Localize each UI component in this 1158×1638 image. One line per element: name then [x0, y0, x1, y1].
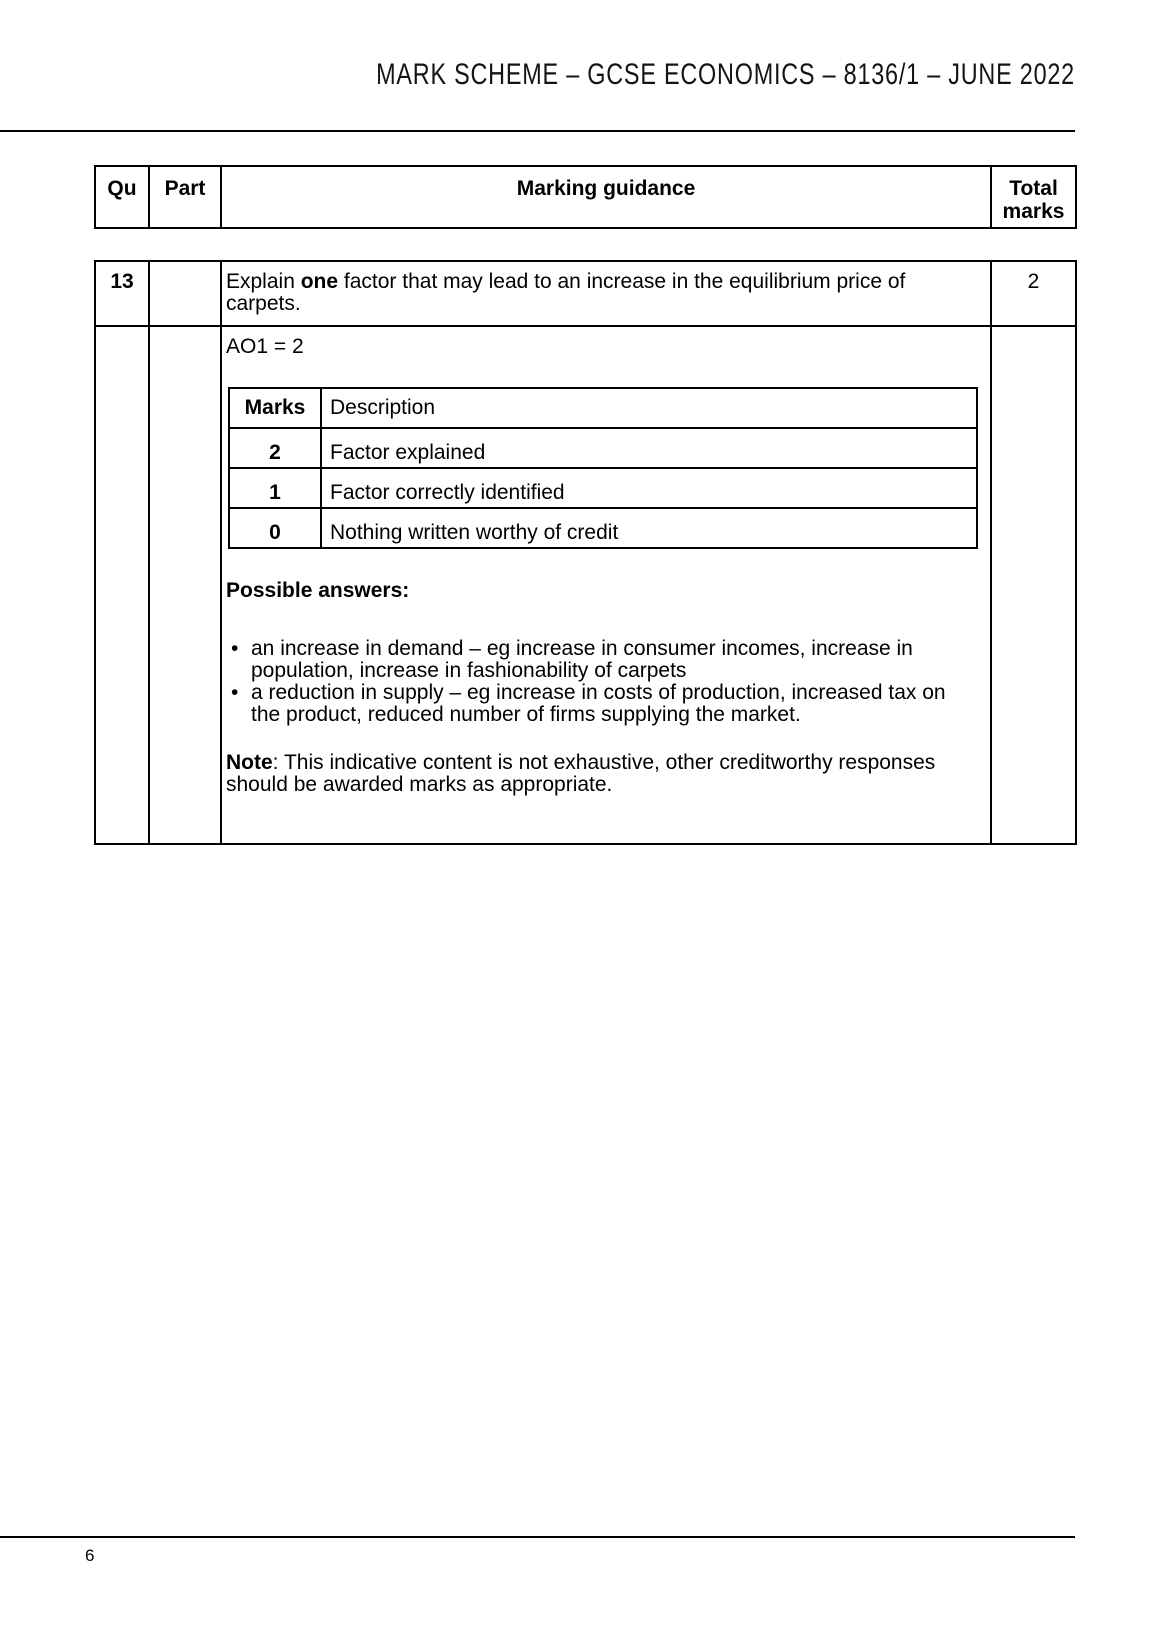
question-13-table: [94, 260, 1077, 845]
marks-value: 0: [229, 508, 321, 548]
guidance-body-qu-cell: [95, 326, 149, 844]
list-item: [226, 682, 980, 726]
part-column-header: Part: [149, 166, 221, 228]
total-marks-column-header: Total marks: [991, 166, 1076, 228]
possible-answers-list: [226, 638, 980, 726]
header-divider-line: [0, 130, 1075, 132]
marks-description: Nothing written worthy of credit: [321, 508, 977, 548]
bullet-icon: •: [231, 637, 239, 660]
marks-description: Factor explained: [321, 428, 977, 468]
guidance-body-part-cell: [149, 326, 221, 844]
question-text-suffix: factor that may lead to an increase in the equilibrium price of carpets.: [226, 270, 906, 315]
marks-table-row-2: [229, 428, 977, 468]
possible-answers-heading: Possible answers:: [226, 579, 410, 602]
marking-guidance-column-header: Marking guidance: [221, 166, 991, 228]
footer-divider-line: [0, 1536, 1075, 1538]
bullet-text: a reduction in supply – eg increase in costs of production, increased tax on the product, reduced number of firms supplying the market.: [251, 681, 946, 726]
question-text-prefix: Explain: [226, 270, 301, 293]
guidance-header-table: [94, 165, 1077, 229]
question-part: [149, 261, 221, 326]
bullet-text: an increase in demand – eg increase in consumer incomes, increase in population, increase in fashionability of carpets: [251, 637, 913, 682]
page-number: 6: [85, 1546, 95, 1565]
marks-value: 2: [229, 428, 321, 468]
description-header: Description: [321, 388, 977, 428]
question-number: 13: [95, 261, 149, 326]
marks-description: Factor correctly identified: [321, 468, 977, 508]
marks-table-header-row: [229, 388, 977, 428]
note-label: Note: [226, 751, 273, 774]
qu-column-header: Qu: [95, 166, 149, 228]
bullet-icon: •: [231, 681, 239, 704]
guidance-body-marks-cell: [991, 326, 1076, 844]
question-total-marks: 2: [991, 261, 1076, 326]
question-row: [95, 261, 1076, 326]
document-header-title: MARK SCHEME – GCSE ECONOMICS – 8136/1 – JUNE 2022: [376, 58, 1075, 91]
question-text-cell: [221, 261, 991, 326]
guidance-header-row: [95, 166, 1076, 228]
marks-description-table: [228, 387, 978, 549]
guidance-body-cell: [221, 326, 991, 844]
question-text-bold-word: one: [300, 270, 339, 293]
guidance-body-row: [95, 326, 1076, 844]
note-paragraph: [226, 752, 980, 796]
note-text: : This indicative content is not exhaustive, other creditworthy responses should be awarded marks as appropriate.: [226, 751, 936, 796]
marks-value: 1: [229, 468, 321, 508]
marks-table-row-1: [229, 468, 977, 508]
marks-table-row-0: [229, 508, 977, 548]
ao-allocation-line: AO1 = 2: [226, 335, 304, 358]
marks-header: Marks: [229, 388, 321, 428]
list-item: [226, 638, 980, 682]
